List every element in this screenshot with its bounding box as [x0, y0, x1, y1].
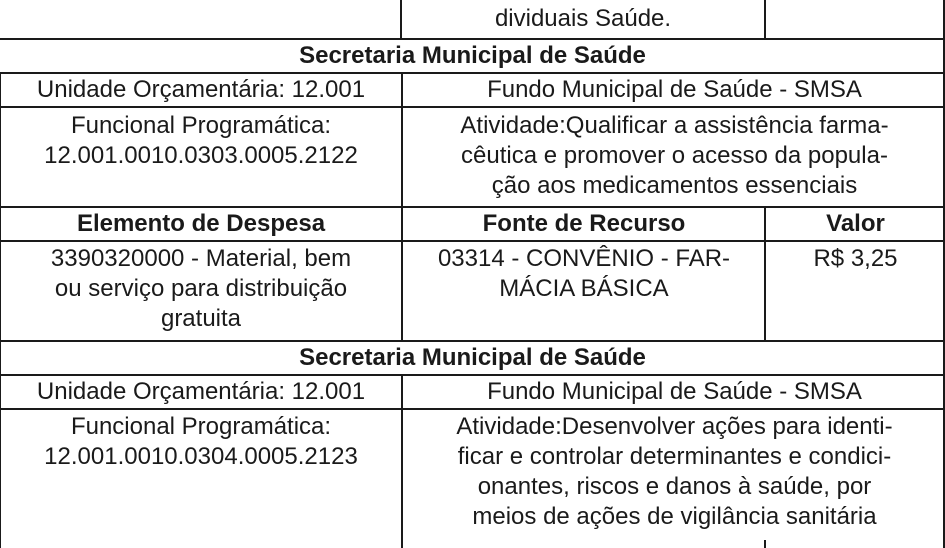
funcional-label-2: Funcional Programática:: [70, 413, 332, 440]
elemento-line: 3390320000 - Material, bem: [50, 245, 352, 272]
secretaria-title-1: Secretaria Municipal de Saúde: [299, 42, 646, 69]
rule-line: [0, 340, 945, 342]
funcional-cell-2: [0, 410, 402, 548]
rule-line: [0, 72, 1, 548]
funcional-code-2: 12.001.0010.0304.0005.2123: [44, 443, 358, 470]
expense-header-row: [0, 208, 945, 240]
rule-line: [0, 72, 945, 74]
rule-line: [764, 0, 766, 38]
rule-line: [0, 38, 945, 40]
rule-line: [400, 0, 402, 38]
secretaria-title-2: Secretaria Municipal de Saúde: [299, 344, 646, 371]
valor-cell: [766, 242, 945, 340]
fonte-cell: [404, 242, 764, 340]
funcional-label-1: Funcional Programática:: [70, 112, 332, 139]
fundo-name-2: Fundo Municipal de Saúde - SMSA: [487, 378, 862, 405]
atividade-line: ção aos medicamentos essenciais: [491, 172, 858, 199]
atividade-cell-2: [404, 410, 945, 548]
rule-line: [0, 374, 945, 376]
continuation-fragment: dividuais Saúde.: [494, 5, 672, 32]
rule-line: [0, 206, 945, 208]
atividade-line: cêutica e promover o acesso da popula-: [461, 142, 888, 169]
atividade-cell-1: [404, 108, 945, 206]
secretaria-row-1: [0, 40, 945, 72]
unidade-row-1: [0, 74, 945, 106]
atividade-line: onantes, riscos e danos à saúde, por: [477, 473, 872, 500]
unidade-row-2: [0, 376, 945, 408]
funcional-row-1: [0, 108, 945, 206]
fonte-line: 03314 - CONVÊNIO - FAR-: [437, 245, 731, 272]
continuation-text: [402, 0, 764, 38]
rule-line: [0, 106, 945, 108]
rule-line: [764, 206, 766, 340]
atividade-line: Atividade:Desenvolver ações para identi-: [456, 413, 893, 440]
atividade-line: meios de ações de vigilância sanitária: [472, 503, 877, 530]
valor-amount: R$ 3,25: [813, 245, 898, 272]
header-valor: Valor: [826, 210, 885, 237]
unidade-label-2: Unidade Orçamentária: 12.001: [36, 378, 366, 405]
funcional-code-1: 12.001.0010.0303.0005.2122: [44, 142, 358, 169]
fonte-line: MÁCIA BÁSICA: [499, 275, 669, 302]
rule-line: [0, 408, 945, 410]
expense-data-row: [0, 242, 945, 340]
unidade-label-1: Unidade Orçamentária: 12.001: [36, 76, 366, 103]
atividade-line: ficar e controlar determinantes e condici-: [457, 443, 892, 470]
rule-line: [401, 374, 403, 548]
elemento-cell: [0, 242, 402, 340]
rule-line: [764, 540, 766, 548]
continuation-row: [0, 0, 945, 38]
rule-line: [401, 72, 403, 340]
elemento-line: ou serviço para distribuição: [54, 275, 348, 302]
elemento-line: gratuita: [160, 305, 242, 332]
header-elemento: Elemento de Despesa: [76, 210, 326, 237]
fundo-name-1: Fundo Municipal de Saúde - SMSA: [487, 76, 862, 103]
secretaria-row-2: [0, 342, 945, 374]
funcional-cell-1: [0, 108, 402, 206]
rule-line: [0, 240, 945, 242]
funcional-row-2: [0, 410, 945, 548]
header-fonte: Fonte de Recurso: [482, 210, 686, 237]
atividade-line: Atividade:Qualificar a assistência farma-: [460, 112, 889, 139]
